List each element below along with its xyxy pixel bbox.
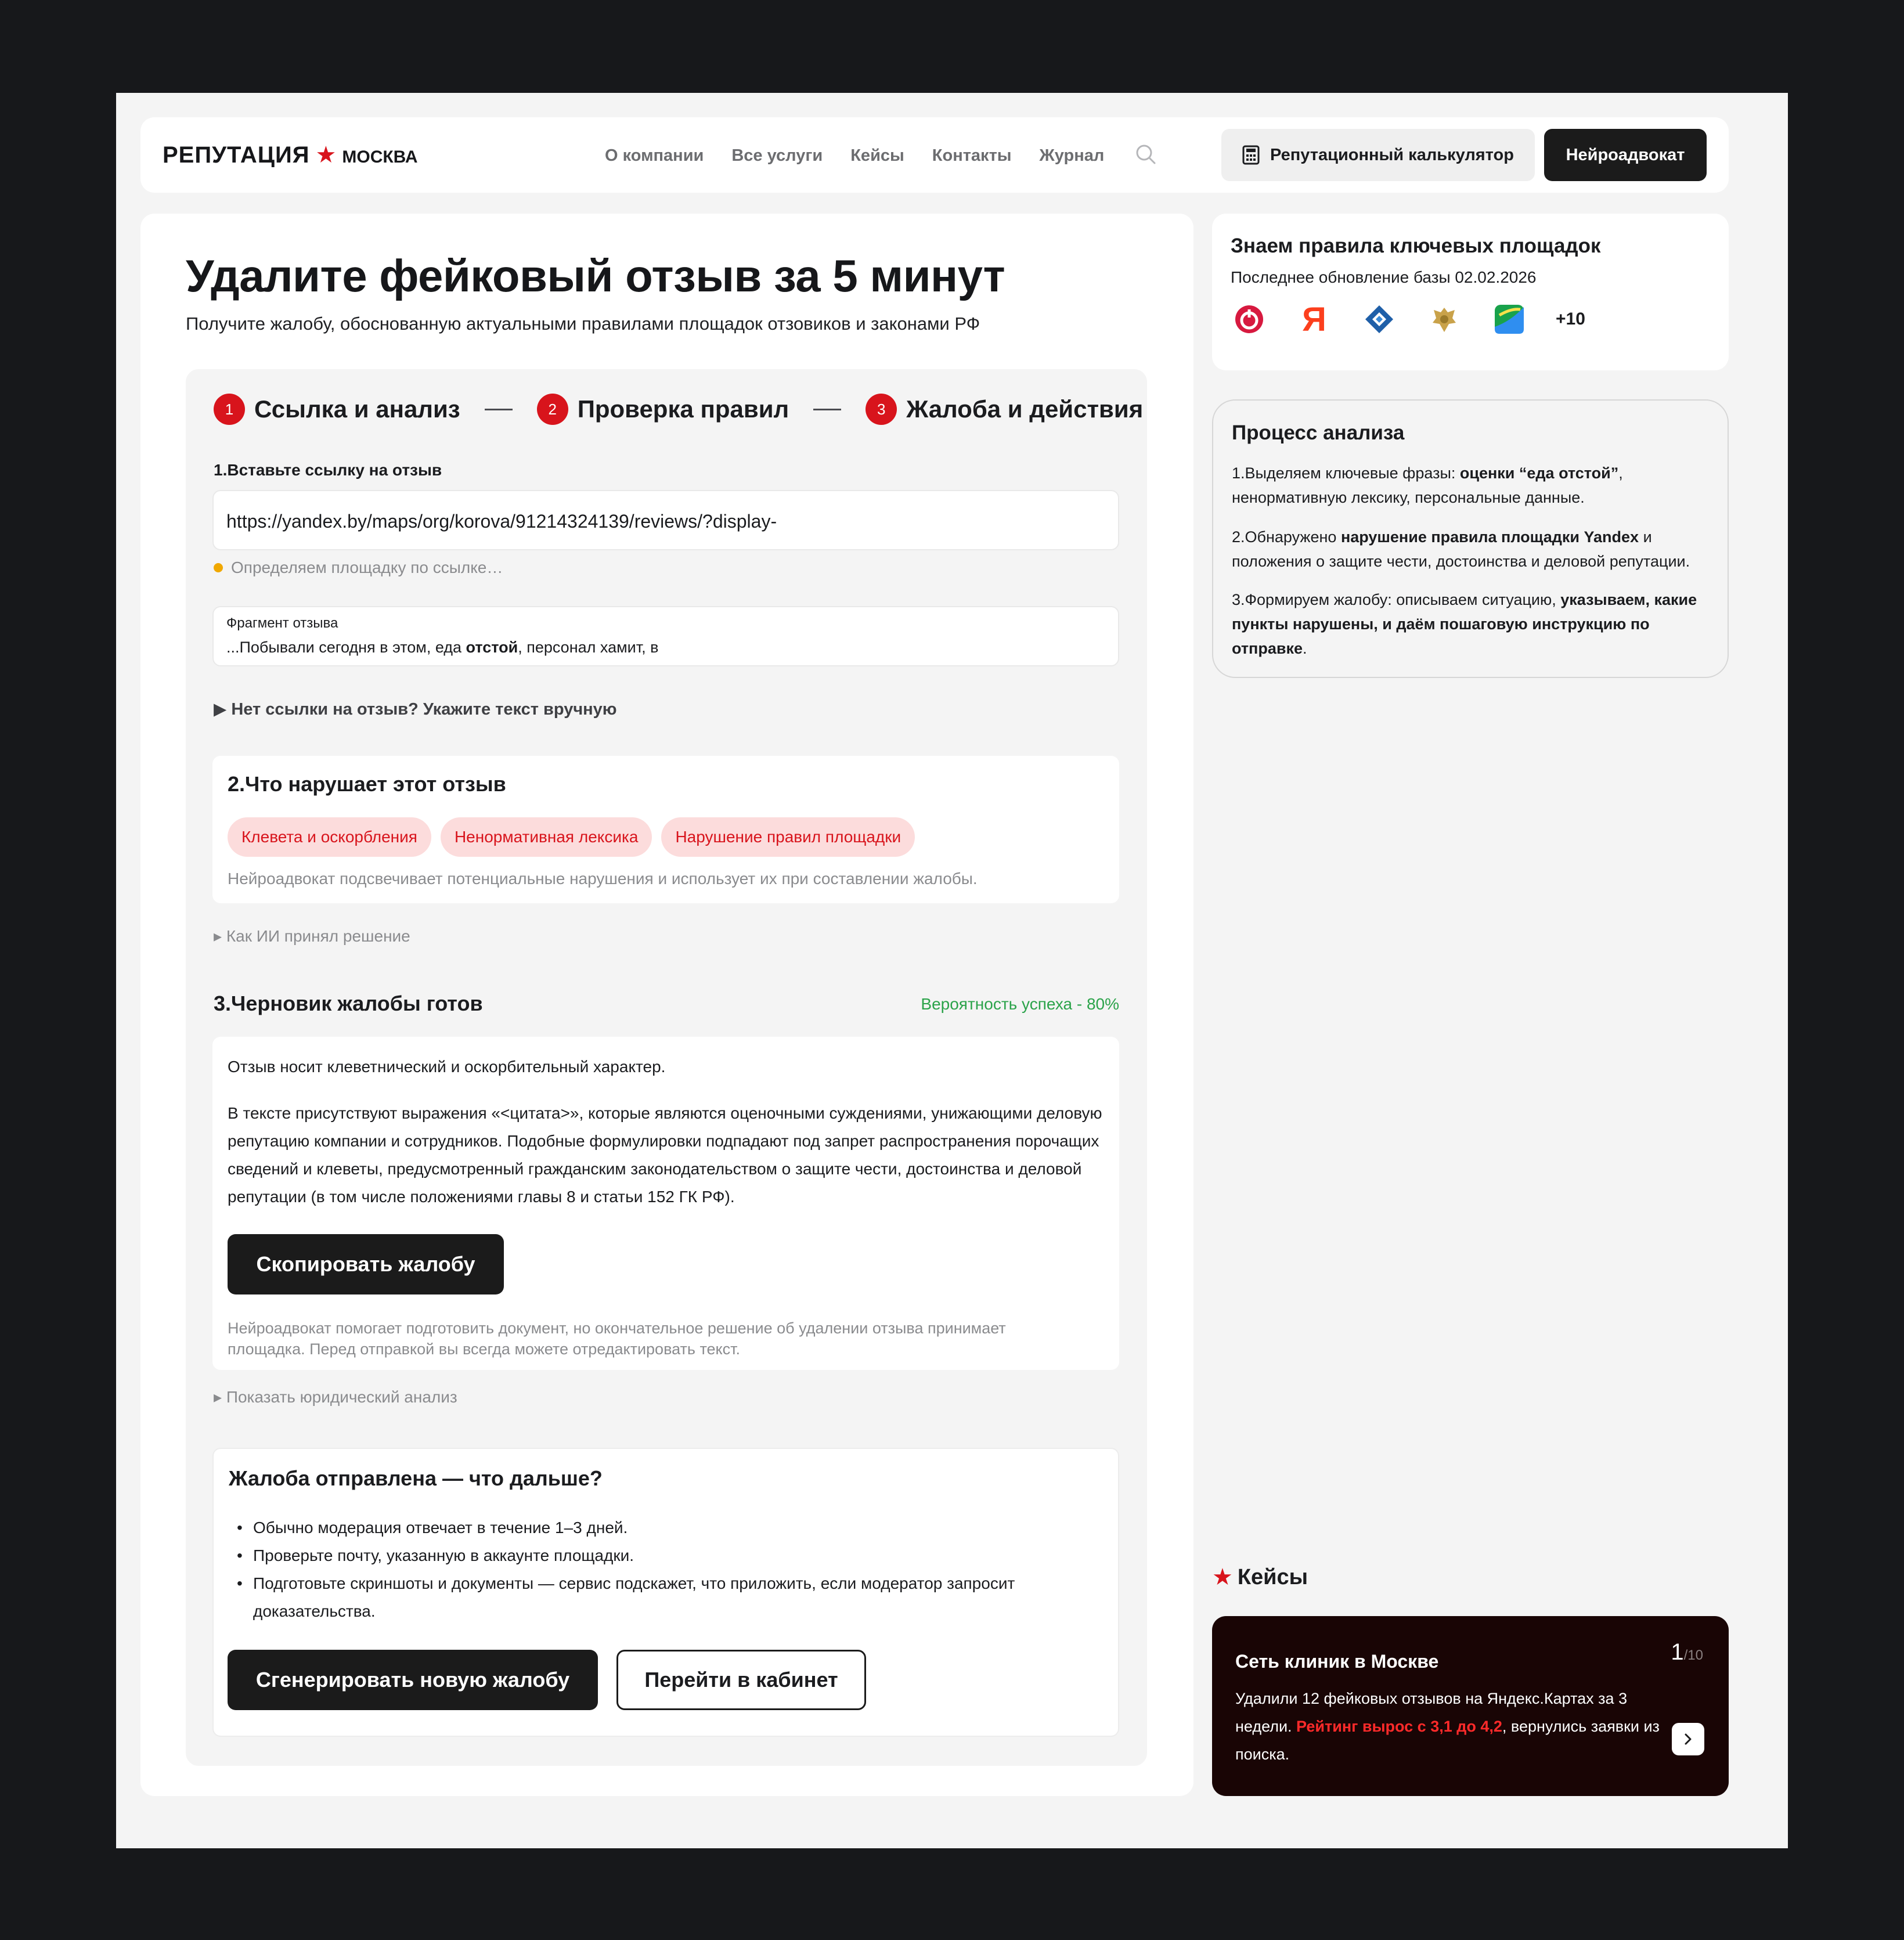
chip-platform-rules[interactable]: Нарушение правил площадки <box>661 817 915 857</box>
next-case-button[interactable] <box>1672 1723 1704 1755</box>
list-item: • Подготовьте скриншоты и документы — сервис подскажет, что приложить, если модератор запросит доказательства. <box>229 1570 1088 1625</box>
star-icon: ★ <box>315 142 337 168</box>
manual-text-toggle[interactable]: ▶ Нет ссылки на отзыв? Укажите текст вручную <box>214 700 617 719</box>
step-3[interactable] <box>866 394 1143 425</box>
step-number: 3 <box>866 394 897 425</box>
generate-complaint-button[interactable]: Сгенерировать новую жалобу <box>228 1650 598 1710</box>
wizard-panel <box>186 369 1147 1766</box>
yandex-icon[interactable]: Я <box>1302 300 1326 338</box>
nav-item-cases[interactable]: Кейсы <box>850 146 904 165</box>
2gis-icon[interactable] <box>1491 301 1528 338</box>
list-item: • Проверьте почту, указанную в аккаунте площадки. <box>229 1542 1088 1570</box>
chevron-right-icon <box>1681 1732 1695 1746</box>
review-fragment-field[interactable] <box>212 606 1119 666</box>
step-label: Ссылка и анализ <box>254 395 460 423</box>
success-probability: Вероятность успеха - 80% <box>921 995 1119 1013</box>
detect-status <box>214 558 503 577</box>
search-icon[interactable] <box>1134 143 1157 166</box>
more-platforms-count[interactable]: +10 <box>1556 309 1585 329</box>
violations-hint: Нейроадвокат подсвечивает потенциальные нарушения и использует их при составлении жалобы. <box>228 870 978 888</box>
copy-complaint-button[interactable]: Скопировать жалобу <box>228 1234 504 1294</box>
violations-box <box>212 756 1119 903</box>
cases-heading <box>1212 1564 1308 1591</box>
case-counter: 1/10 <box>1671 1639 1703 1665</box>
rules-updated: Последнее обновление базы 02.02.2026 <box>1231 268 1537 286</box>
logo-text: РЕПУТАЦИЯ <box>163 142 310 168</box>
go-to-cabinet-button[interactable]: Перейти в кабинет <box>616 1650 866 1710</box>
fragment-label: Фрагмент отзыва <box>226 615 338 631</box>
next-steps-list <box>229 1514 1088 1625</box>
process-step-2: 2.Обнаружено нарушение правила площадки Yandex и положения о защите чести, достоинства и деловой репутации. <box>1232 528 1690 570</box>
analysis-process-card <box>1212 399 1729 678</box>
list-item: • Обычно модерация отвечает в течение 1–3 дней. <box>229 1514 1088 1542</box>
page-subtitle: Получите жалобу, обоснованную актуальными правилами площадок отзовиков и законами РФ <box>186 313 980 334</box>
case-description: Удалили 12 фейковых отзывов на Яндекс.Картах за 3 недели. Рейтинг вырос с 3,1 до 4,2, вернулись заявки из поиска. <box>1235 1690 1660 1763</box>
nav-item-services[interactable]: Все услуги <box>731 146 823 165</box>
step-divider <box>485 409 513 410</box>
next-steps-title: Жалоба отправлена — что дальше? <box>229 1466 603 1490</box>
step-number: 1 <box>214 394 245 425</box>
next-steps-box <box>212 1448 1119 1737</box>
status-text: Определяем площадку по ссылке… <box>231 558 503 576</box>
status-dot <box>214 563 223 572</box>
gov-emblem-icon[interactable] <box>1426 301 1463 338</box>
calculator-icon <box>1242 145 1260 165</box>
step-label: Проверка правил <box>577 395 789 423</box>
ai-decision-toggle[interactable]: ▸ Как ИИ принял решение <box>214 927 410 945</box>
logo[interactable] <box>163 142 418 168</box>
fragment-text: ...Побывали сегодня в этом, еда отстой, персонал хамит, в <box>226 639 659 656</box>
page <box>116 93 1788 1848</box>
case-title: Сеть клиник в Москве <box>1235 1651 1439 1672</box>
rkn-icon[interactable] <box>1361 301 1398 338</box>
calculator-button-label: Репутационный калькулятор <box>1270 145 1514 164</box>
main-nav <box>605 146 1104 165</box>
legal-analysis-toggle[interactable]: ▸ Показать юридический анализ <box>214 1388 457 1406</box>
nav-item-about[interactable]: О компании <box>605 146 704 165</box>
calculator-button[interactable] <box>1221 129 1535 181</box>
star-icon: ★ <box>1212 1564 1233 1590</box>
violations-title: 2.Что нарушает этот отзыв <box>228 772 506 796</box>
step-number: 2 <box>537 394 568 425</box>
process-step-3: 3.Формируем жалобу: описываем ситуацию, указываем, какие пункты нарушены, и даём пошаговую инструкцию по отправке. <box>1232 591 1697 657</box>
draft-paragraph-2: В тексте присутствуют выражения «<цитата>», которые являются оценочными суждениями, унижающими деловую репутацию компании и сотрудников. Подобные формулировки подпадают под запрет распространения порочащих сведений и клеветы, предусмотренный гражданским законодательством о защите чести, достоинства и деловой репутации (в том числе положениями главы 8 и статьи 152 ГК РФ). <box>228 1104 1102 1206</box>
top-header <box>140 117 1729 193</box>
draft-paragraph-1: Отзыв носит клеветнический и оскорбительный характер. <box>228 1058 666 1076</box>
otzovik-icon[interactable] <box>1231 301 1268 338</box>
nav-item-journal[interactable]: Журнал <box>1039 146 1105 165</box>
chip-profanity[interactable]: Ненормативная лексика <box>441 817 652 857</box>
draft-title: 3.Черновик жалобы готов <box>214 991 483 1015</box>
platform-icons <box>1231 301 1585 338</box>
page-title: Удалите фейковый отзыв за 5 минут <box>186 250 1005 301</box>
violation-chips <box>228 817 915 857</box>
case-card[interactable] <box>1212 1616 1729 1796</box>
link-label: 1.Вставьте ссылку на отзыв <box>214 461 442 479</box>
stepper <box>214 394 1143 425</box>
step-divider <box>813 409 841 410</box>
step-2[interactable] <box>537 394 789 425</box>
disclaimer: Нейроадвокат помогает подготовить документ, но окончательное решение об удалении отзыва принимает площадка. Перед отправкой вы всегда можете отредактировать текст. <box>228 1319 1006 1358</box>
platform-rules-card <box>1212 214 1729 370</box>
process-title: Процесс анализа <box>1232 421 1405 444</box>
cases-title: Кейсы <box>1237 1564 1308 1589</box>
review-url-input[interactable]: https://yandex.by/maps/org/korova/91214324139/reviews/?display- <box>212 490 1119 550</box>
step-1[interactable] <box>214 394 460 425</box>
process-step-1: 1.Выделяем ключевые фразы: оценки “еда отстой”, ненормативную лексику, персональные данные. <box>1232 464 1623 506</box>
chip-defamation[interactable]: Клевета и оскорбления <box>228 817 431 857</box>
step-label: Жалоба и действия <box>906 395 1144 423</box>
main-card <box>140 214 1193 1796</box>
neuro-lawyer-button[interactable]: Нейроадвокат <box>1544 129 1707 181</box>
nav-item-contacts[interactable]: Контакты <box>932 146 1012 165</box>
logo-city: МОСКВА <box>342 147 418 167</box>
rules-title: Знаем правила ключевых площадок <box>1231 235 1601 257</box>
draft-box <box>212 1037 1119 1370</box>
